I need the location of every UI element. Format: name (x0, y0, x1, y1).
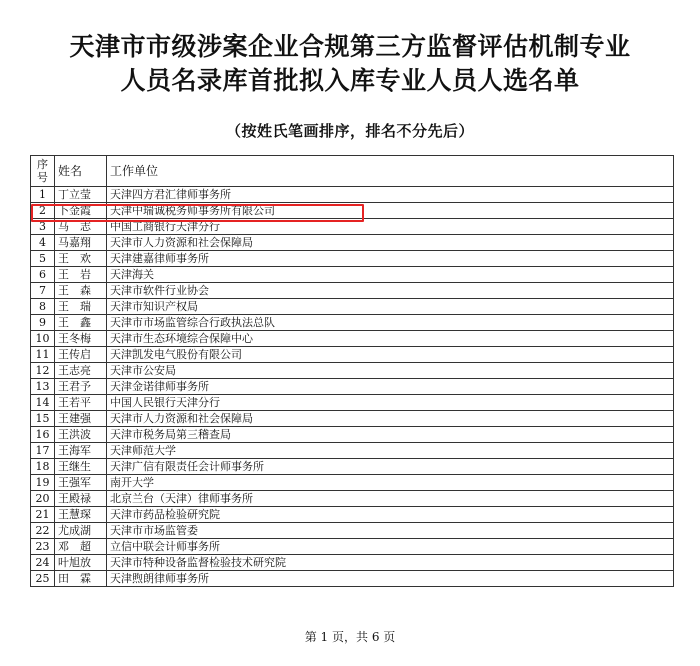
row-unit: 中国工商银行天津分行 (107, 219, 674, 235)
header-seq-bottom: 号 (37, 171, 48, 184)
page-footer: 第 1 页，共 6 页 (304, 630, 396, 644)
table-row (31, 187, 674, 203)
row-number: 4 (31, 235, 55, 251)
row-name: 王殿禄 (55, 491, 107, 507)
row-number: 21 (31, 507, 55, 523)
document-title-line-1: 天津市市级涉案企业合规第三方监督评估机制专业 (69, 32, 631, 61)
row-number: 5 (31, 251, 55, 267)
row-unit: 天津金诺律师事务所 (107, 379, 674, 395)
table-row (31, 555, 674, 571)
row-number: 23 (31, 539, 55, 555)
row-name: 王 鑫 (55, 315, 107, 331)
row-name: 王传启 (55, 347, 107, 363)
row-name: 尤成湖 (55, 523, 107, 539)
row-name: 王洪波 (55, 427, 107, 443)
row-name: 王 森 (55, 283, 107, 299)
row-number: 13 (31, 379, 55, 395)
highlight-box (31, 204, 364, 222)
row-number: 11 (31, 347, 55, 363)
table-row (31, 363, 674, 379)
row-number: 10 (31, 331, 55, 347)
row-number: 16 (31, 427, 55, 443)
row-name: 叶旭放 (55, 555, 107, 571)
row-number: 9 (31, 315, 55, 331)
row-unit: 天津中瑞诚税务师事务所有限公司 (107, 203, 674, 219)
row-name: 王建强 (55, 411, 107, 427)
row-unit: 立信中联会计师事务所 (107, 539, 674, 555)
table-row (31, 507, 674, 523)
header-name: 姓名 (55, 156, 107, 187)
row-name: 王海军 (55, 443, 107, 459)
row-name: 马嘉翔 (55, 235, 107, 251)
row-unit: 中国人民银行天津分行 (107, 395, 674, 411)
row-number: 20 (31, 491, 55, 507)
row-unit: 天津市人力资源和社会保障局 (107, 411, 674, 427)
row-unit: 天津师范大学 (107, 443, 674, 459)
row-name: 田 霖 (55, 571, 107, 587)
row-number: 1 (31, 187, 55, 203)
row-unit: 天津市生态环境综合保障中心 (107, 331, 674, 347)
table-row (31, 427, 674, 443)
row-number: 19 (31, 475, 55, 491)
table-row (31, 251, 674, 267)
table-row (31, 299, 674, 315)
header-seq-top: 序 (37, 158, 48, 171)
row-name: 丁立莹 (55, 187, 107, 203)
row-name: 卜金霞 (55, 203, 107, 219)
table-row (31, 235, 674, 251)
table-row (31, 283, 674, 299)
row-unit: 天津市税务局第三稽查局 (107, 427, 674, 443)
row-name: 王 欢 (55, 251, 107, 267)
row-unit: 天津市市场监管综合行政执法总队 (107, 315, 674, 331)
row-number: 12 (31, 363, 55, 379)
row-name: 马 志 (55, 219, 107, 235)
row-number: 15 (31, 411, 55, 427)
row-number: 18 (31, 459, 55, 475)
table-row (31, 331, 674, 347)
row-name: 王若平 (55, 395, 107, 411)
row-unit: 天津建嘉律师事务所 (107, 251, 674, 267)
document-title-line-2: 人员名录库首批拟入库专业人员人选名单 (120, 66, 580, 95)
row-number: 25 (31, 571, 55, 587)
table-row (31, 315, 674, 331)
row-name: 王君予 (55, 379, 107, 395)
table-row (31, 395, 674, 411)
row-name: 邓 超 (55, 539, 107, 555)
row-unit: 天津凯发电气股份有限公司 (107, 347, 674, 363)
table-row (31, 523, 674, 539)
row-unit: 天津市特种设备监督检验技术研究院 (107, 555, 674, 571)
row-unit: 南开大学 (107, 475, 674, 491)
table-row (31, 379, 674, 395)
table-row (31, 459, 674, 475)
row-name: 王继生 (55, 459, 107, 475)
table-row (31, 411, 674, 427)
table-header-row (31, 156, 674, 187)
table-row (31, 267, 674, 283)
row-unit: 天津市知识产权局 (107, 299, 674, 315)
row-unit: 天津四方君汇律师事务所 (107, 187, 674, 203)
row-number: 7 (31, 283, 55, 299)
row-number: 6 (31, 267, 55, 283)
document-subtitle: （按姓氏笔画排序，排名不分先后） (225, 122, 474, 140)
row-number: 14 (31, 395, 55, 411)
row-number: 24 (31, 555, 55, 571)
table-row (31, 443, 674, 459)
row-number: 22 (31, 523, 55, 539)
row-number: 8 (31, 299, 55, 315)
row-name: 王强军 (55, 475, 107, 491)
table-row (31, 491, 674, 507)
row-unit: 天津煦朗律师事务所 (107, 571, 674, 587)
row-name: 王 岩 (55, 267, 107, 283)
row-unit: 北京兰台（天津）律师事务所 (107, 491, 674, 507)
row-number: 17 (31, 443, 55, 459)
row-name: 王冬梅 (55, 331, 107, 347)
header-unit: 工作单位 (107, 156, 674, 187)
row-unit: 天津广信有限责任会计师事务所 (107, 459, 674, 475)
row-unit: 天津海关 (107, 267, 674, 283)
row-unit: 天津市公安局 (107, 363, 674, 379)
table-row (31, 475, 674, 491)
row-name: 王志亮 (55, 363, 107, 379)
table-row (31, 571, 674, 587)
header-seq (31, 156, 55, 187)
row-number: 2 (31, 203, 55, 219)
row-unit: 天津市软件行业协会 (107, 283, 674, 299)
table-row (31, 539, 674, 555)
row-number: 3 (31, 219, 55, 235)
row-unit: 天津市市场监管委 (107, 523, 674, 539)
table-row (31, 347, 674, 363)
row-name: 王 瑞 (55, 299, 107, 315)
row-unit: 天津市人力资源和社会保障局 (107, 235, 674, 251)
row-name: 王慧琛 (55, 507, 107, 523)
row-unit: 天津市药品检验研究院 (107, 507, 674, 523)
